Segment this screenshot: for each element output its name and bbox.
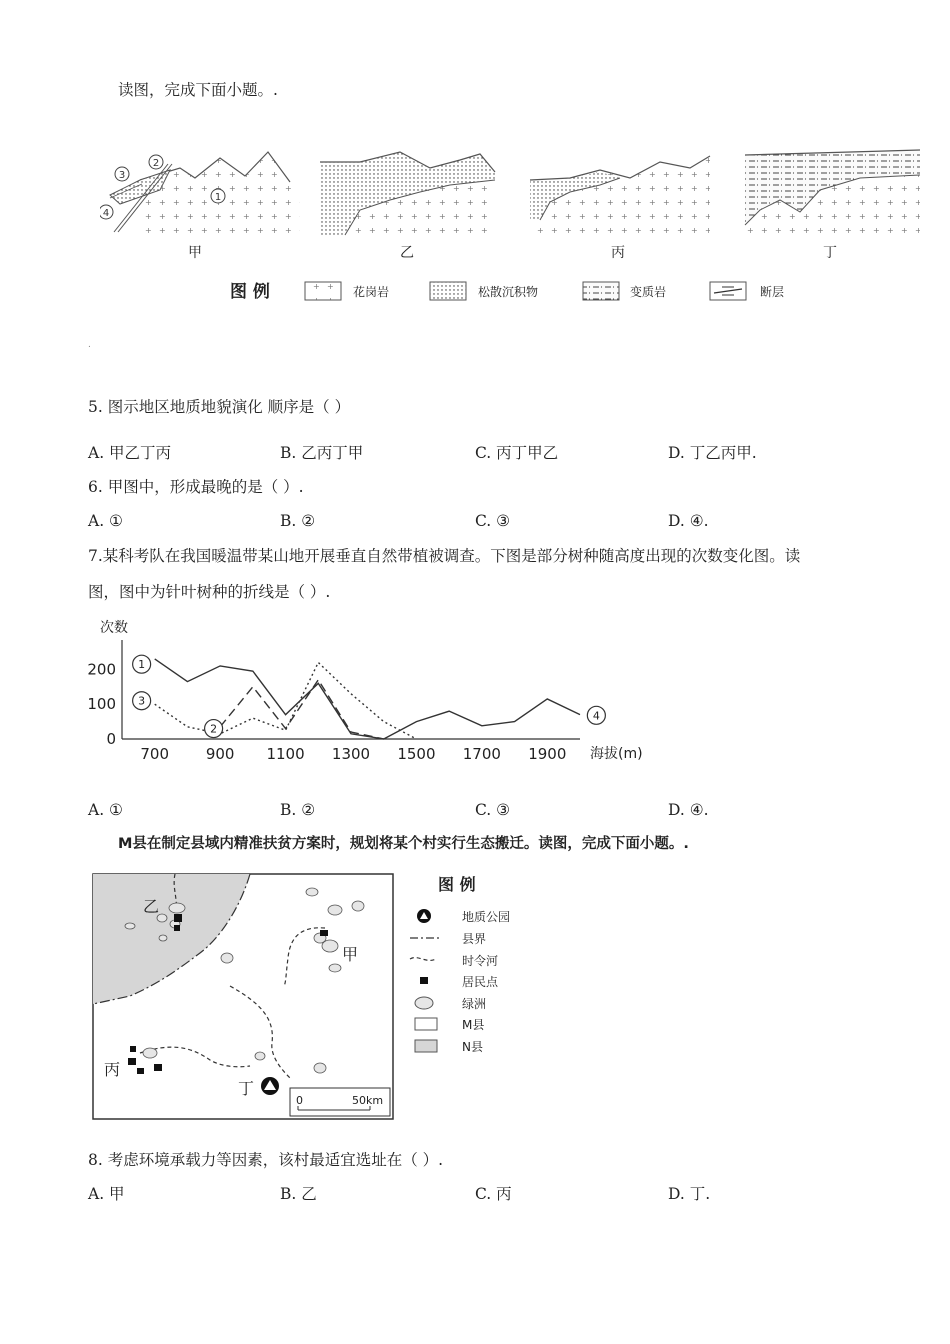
intro-text: 读图，完成下面小题。. [118,81,278,99]
paragraph-mark: . [88,340,91,350]
chart-ylabel: 次数 [100,620,128,636]
legend-label-sediment: 松散沉积物 [478,285,539,299]
geo-panel-ding [745,150,920,261]
svg-text:2: 2 [210,722,218,736]
intro2-text: M县在制定县域内精准扶贫方案时，规划将某个村实行生态搬迁。读图，完成下面小题。. [118,836,689,852]
svg-text:N县: N县 [462,1040,483,1054]
q5-stem: 5. 图示地区地质地貌演化 顺序是（ ） [88,398,351,416]
chart-series-label-3 [133,692,151,710]
svg-text:1: 1 [138,658,146,672]
chart-xlabel: 海拔(m) [590,746,643,762]
q7-option-b: B. ② [280,801,316,819]
chart-series-label-2 [205,720,223,738]
q6-option-d: D. ④. [668,512,709,530]
chart-x-tick: 1900 [528,745,567,763]
svg-text:4: 4 [592,709,600,723]
q6-option-c: C. ③ [475,512,511,530]
chart-series-label-4 [587,706,605,724]
chart-x-tick: 1300 [331,745,371,763]
chart-series-label-1 [133,655,151,673]
legend-swatch-sediment [430,282,466,300]
q6-stem: 6. 甲图中，形成最晚的是（ ）. [88,478,304,496]
q7-line2: 图，图中为针叶树种的折线是（ ）. [88,583,331,601]
place-ding: 丁 [238,1079,255,1098]
q5-option-c: C. 丙丁甲乙 [475,444,559,462]
q5-option-b: B. 乙丙丁甲 [280,444,364,462]
q6-option-b: B. ② [280,512,316,530]
county-map [90,868,550,1126]
circled-num-2 [149,155,163,169]
q7-line1: 7.某科考队在我国暖温带某山地开展垂直自然带植被调查。下图是部分树种随高度出现的次数变化图。读 [88,547,801,565]
svg-text:图 例: 图 例 [438,875,476,894]
legend-label-granite: 花岗岩 [353,285,390,299]
q8-option-c: C. 丙 [475,1185,512,1203]
place-bing: 丙 [104,1060,121,1079]
panel-label-jia: 甲 [188,245,202,261]
geo-legend-title: 图 例 [230,282,270,302]
chart-series-line-2 [220,680,384,739]
svg-text:4: 4 [102,208,110,219]
chart-y-tick: 200 [87,660,116,679]
chart-x-tick: 1700 [462,745,501,763]
chart-x-tick: 700 [140,745,170,763]
q6-option-a: A. ① [88,512,123,530]
vegetation-chart [80,612,660,772]
svg-text:绿洲: 绿洲 [462,997,487,1011]
panel-label-yi: 乙 [400,245,414,261]
geo-panel-yi [320,152,495,261]
chart-x-tick: 900 [205,745,235,763]
q7-option-a: A. ① [88,801,123,819]
svg-text:县界: 县界 [462,932,487,946]
chart-y-tick: 100 [87,695,116,714]
map-legend [410,875,510,1054]
q5-option-d: D. 丁乙丙甲. [668,444,757,462]
circled-num-1 [211,189,225,203]
legend-swatch-granite [305,282,341,300]
q5-option-a: A. 甲乙丁丙 [88,444,172,462]
legend-swatch-metamorphic [583,282,619,300]
svg-text:2: 2 [152,158,160,169]
geo-panel-bing [530,156,710,261]
geo-park-icon [261,1077,279,1095]
svg-text:时令河: 时令河 [462,954,499,968]
scale-bar [290,1088,390,1116]
q7-option-d: D. ④. [668,801,709,819]
geo-legend [230,281,784,302]
panel-label-ding: 丁 [823,245,837,261]
circled-num-4 [100,205,113,219]
svg-text:3: 3 [118,170,126,181]
geo-panel-jia [100,152,300,261]
legend-label-metamorphic: 变质岩 [630,285,667,299]
svg-text:M县: M县 [462,1018,485,1032]
svg-text:地质公园: 地质公园 [462,910,511,924]
chart-x-tick: 1100 [266,745,305,763]
chart-x-tick: 1500 [397,745,436,763]
svg-text:居民点: 居民点 [462,975,499,989]
svg-text:3: 3 [138,694,146,708]
chart-y-tick: 0 [106,730,116,748]
q8-option-d: D. 丁. [668,1185,711,1203]
q8-option-b: B. 乙 [280,1185,317,1203]
legend-label-fault: 断层 [760,285,785,299]
svg-text:0: 0 [296,1094,303,1107]
place-jia: 甲 [342,945,359,964]
chart-series-line-4 [384,699,580,739]
q8-option-a: A. 甲 [88,1185,125,1203]
svg-text:1: 1 [214,192,222,203]
q7-option-c: C. ③ [475,801,511,819]
svg-text:50km: 50km [352,1094,384,1107]
circled-num-3 [115,167,129,181]
panel-label-bing: 丙 [611,245,625,261]
q8-stem: 8. 考虑环境承载力等因素，该村最适宜选址在（ ）. [88,1151,444,1169]
place-yi: 乙 [143,897,160,916]
geology-figure [100,140,930,310]
